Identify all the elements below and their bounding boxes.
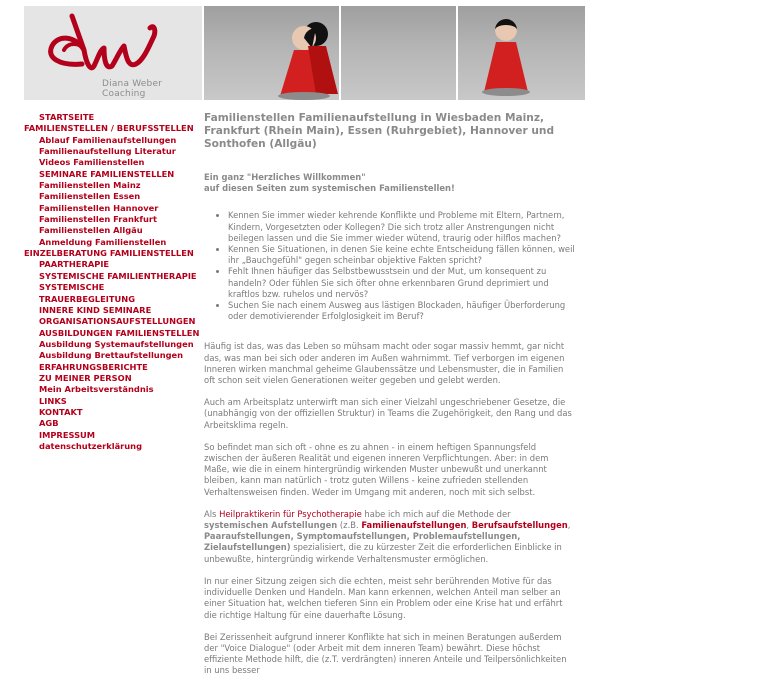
paragraph-6: Bei Zerissenheit aufgrund innerer Konflikte hat sich in meinen Beratungen außerdem der "Voice Dialogue" (oder Arbeit mit dem inneren Team) bewährt. Diese höchst effiziente Methode hilft, die (z.T. verdrängten) inneren Anteile und Teilpersönlichkeiten in uns besser: [204, 631, 567, 676]
header-photo-3: [458, 6, 585, 100]
header: [24, 6, 585, 100]
list-item: • Kennen Sie Situationen, in denen Sie keine echte Entscheidung fällen können, weil ihr „Bauchgefühl" gegen scheinbar objektive Fakten spricht?: [228, 244, 576, 266]
nav-item-familienstellen[interactable]: FAMILIENSTELLEN / BERUFSSTELLEN: [24, 123, 194, 134]
para4-text-d: ,: [466, 520, 472, 531]
header-photo-2: [341, 6, 456, 100]
empty-scene-photo: [341, 6, 456, 100]
page-title: Familienstellen Familienaufstellung in Wiesbaden Mainz, Frankfurt (Rhein Main), Essen (Ruhrgebiet), Hannover und Sonthofen (Allgäu): [204, 112, 555, 150]
nav-item-ablauf[interactable]: Ablauf Familienaufstellungen: [39, 134, 177, 145]
nav-item-erfahrungsberichte[interactable]: ERFAHRUNGSBERICHTE: [39, 361, 148, 372]
paragraph-1: Häufig ist das, was das Leben so mühsam macht oder sogar massiv hemmt, gar nicht das, was man bei sich oder anderen im Außen wahrnimmt. Tief verborgen im eigenen Inneren wirken manchmal geheime Glaubenssätze und Lebensmuster, die in Familien oft schon seit vielen Generationen weiter gegeben und gelebt werden.: [204, 341, 565, 386]
two-figures-photo: [204, 6, 339, 100]
nav-item-kontakt[interactable]: KONTAKT: [39, 406, 83, 417]
nav-item-ausbildung-system[interactable]: Ausbildung Systemaufstellungen: [39, 338, 194, 349]
nav-item-datenschutz[interactable]: datenschutzerklärung: [39, 440, 143, 451]
paragraph-4: [204, 509, 576, 565]
logo[interactable]: [24, 6, 202, 100]
nav-item-organisation[interactable]: ORGANISATIONSAUFSTELLUNGEN: [39, 316, 196, 327]
nav-item-frankfurt[interactable]: Familienstellen Frankfurt: [39, 214, 157, 225]
list-item: • Suchen Sie nach einem Ausweg aus lästigen Blockaden, häufiger Überforderung oder demotivierender Erfolglosigkeit im Beruf?: [228, 300, 576, 322]
nav-item-person[interactable]: ZU MEINER PERSON: [39, 372, 132, 383]
paragraph-5: In nur einer Sitzung zeigen sich die echten, meist sehr berührenden Motive für das individuelle Denken und Handeln. Man kann erkennen, welchen Anteil man selber an einer Situation hat, welchen tieferen Sinn ein Problem oder eine Krise hat und erfährt die richtige Haltung für eine dauerhafte Lösung.: [204, 575, 563, 620]
nav-item-einzelberatung[interactable]: EINZELBERATUNG FAMILIENSTELLEN: [24, 248, 194, 259]
nav-item-seminare[interactable]: SEMINARE FAMILIENSTELLEN: [39, 168, 175, 179]
single-figure-photo: [458, 6, 585, 100]
welcome-text: [204, 172, 576, 194]
nav-item-arbeitsverstaendnis[interactable]: Mein Arbeitsverständnis: [39, 384, 154, 395]
nav-item-innere-kind[interactable]: INNERE KIND SEMINARE: [39, 304, 152, 315]
aufstellungen-bold: Paaraufstellungen, Symptomaufstellungen, Problemaufstellungen, Zielaufstellungen): [204, 531, 521, 553]
para4-text-b: habe ich mich auf die Methode der: [361, 508, 511, 519]
list-item: • Fehlt Ihnen häufiger das Selbstbewusstsein und der Mut, um konsequent zu handeln? Oder fühlen Sie sich öfter ohne erkennbaren Grund deprimiert und kraftlos bzw. ruhelos und nervös?: [228, 266, 576, 300]
list-item: • Kennen Sie immer wieder kehrende Konflikte und Probleme mit Eltern, Partnern, Kindern, Vorgesetzten oder Kollegen? Die sich trotz aller Anstrengungen nicht beilegen lassen und die Sie immer wieder wütend, traurig oder hilflos machen?: [228, 210, 576, 244]
nav-item-ausbildung-brett[interactable]: Ausbildung Brettaufstellungen: [39, 350, 184, 361]
para4-text-f: spezialisiert, die zu kürzester Zeit die erforderlichen Einblicke in unbewußte, hintergründig wirkende Verhaltensmuster ermöglichen.: [204, 542, 562, 564]
nav-item-trauerbegleitung[interactable]: SYSTEMISCHE TRAUERBEGLEITUNG: [39, 282, 136, 304]
nav-item-startseite[interactable]: STARTSEITE: [39, 112, 95, 122]
paragraph-2: Auch am Arbeitsplatz unterwirft man sich einer Vielzahl ungeschriebener Gesetze, die (unabhängig von der offiziellen Struktur) in Teams die Zugehörigkeit, den Rang und das Arbeitsklima regeln.: [204, 397, 572, 430]
nav-item-paartherapie[interactable]: PAARTHERAPIE: [39, 259, 110, 270]
header-photo-1: [204, 6, 339, 100]
para4-text-a: Als: [204, 508, 220, 519]
nav-item-links[interactable]: LINKS: [39, 395, 67, 406]
nav-item-essen[interactable]: Familienstellen Essen: [39, 191, 141, 202]
nav-item-impressum[interactable]: IMPRESSUM: [39, 429, 96, 440]
main-content: [204, 112, 576, 688]
nav-item-ausbildungen[interactable]: AUSBILDUNGEN FAMILIENSTELLEN: [39, 327, 200, 338]
question-list: [204, 210, 576, 322]
welcome-line-2: auf diesen Seiten zum systemischen Familienstellen!: [204, 183, 455, 194]
nav-item-familientherapie[interactable]: SYSTEMISCHE FAMILIENTHERAPIE: [39, 270, 197, 281]
brand-text: Diana Weber Coaching: [102, 79, 163, 99]
nav-item-anmeldung[interactable]: Anmeldung Familienstellen: [39, 236, 167, 247]
nav-item-mainz[interactable]: Familienstellen Mainz: [39, 180, 141, 191]
heilpraktikerin-link[interactable]: Heilpraktikerin für Psychotherapie: [219, 508, 362, 519]
sidebar-nav: [24, 112, 202, 452]
nav-item-hannover[interactable]: Familienstellen Hannover: [39, 202, 159, 213]
systemische-aufstellungen-bold: systemischen Aufstellungen: [204, 520, 338, 531]
berufsaufstellungen-link[interactable]: Berufsaufstellungen: [471, 520, 568, 531]
nav-item-videos[interactable]: Videos Familienstellen: [39, 157, 145, 168]
familienaufstellungen-link[interactable]: Familienaufstellungen: [361, 520, 467, 531]
para4-text-e: ,: [567, 520, 571, 531]
paragraph-3: So befindet man sich oft - ohne es zu ahnen - in einem heftigen Spannungsfeld zwischen der äußeren Realität und eigenen inneren Verpflichtungen. Aber: in dem Maße, wie die in einem hintergründig wirkenden Muster unbewußt und unerkannt bleiben, kann man natürlich - trotz guten Willens - keine zufrieden stellenden Verhaltensweisen finden. Weder im Umgang mit anderen, noch mit sich selbst.: [204, 441, 549, 497]
welcome-line-1: Ein ganz "Herzliches Willkommen": [204, 172, 366, 182]
nav-item-literatur[interactable]: Familienaufstellung Literatur: [39, 146, 176, 157]
nav-item-allgaeu[interactable]: Familienstellen Allgäu: [39, 225, 143, 236]
nav-item-agb[interactable]: AGB: [39, 418, 59, 429]
para4-text-c: (z.B.: [337, 520, 362, 531]
